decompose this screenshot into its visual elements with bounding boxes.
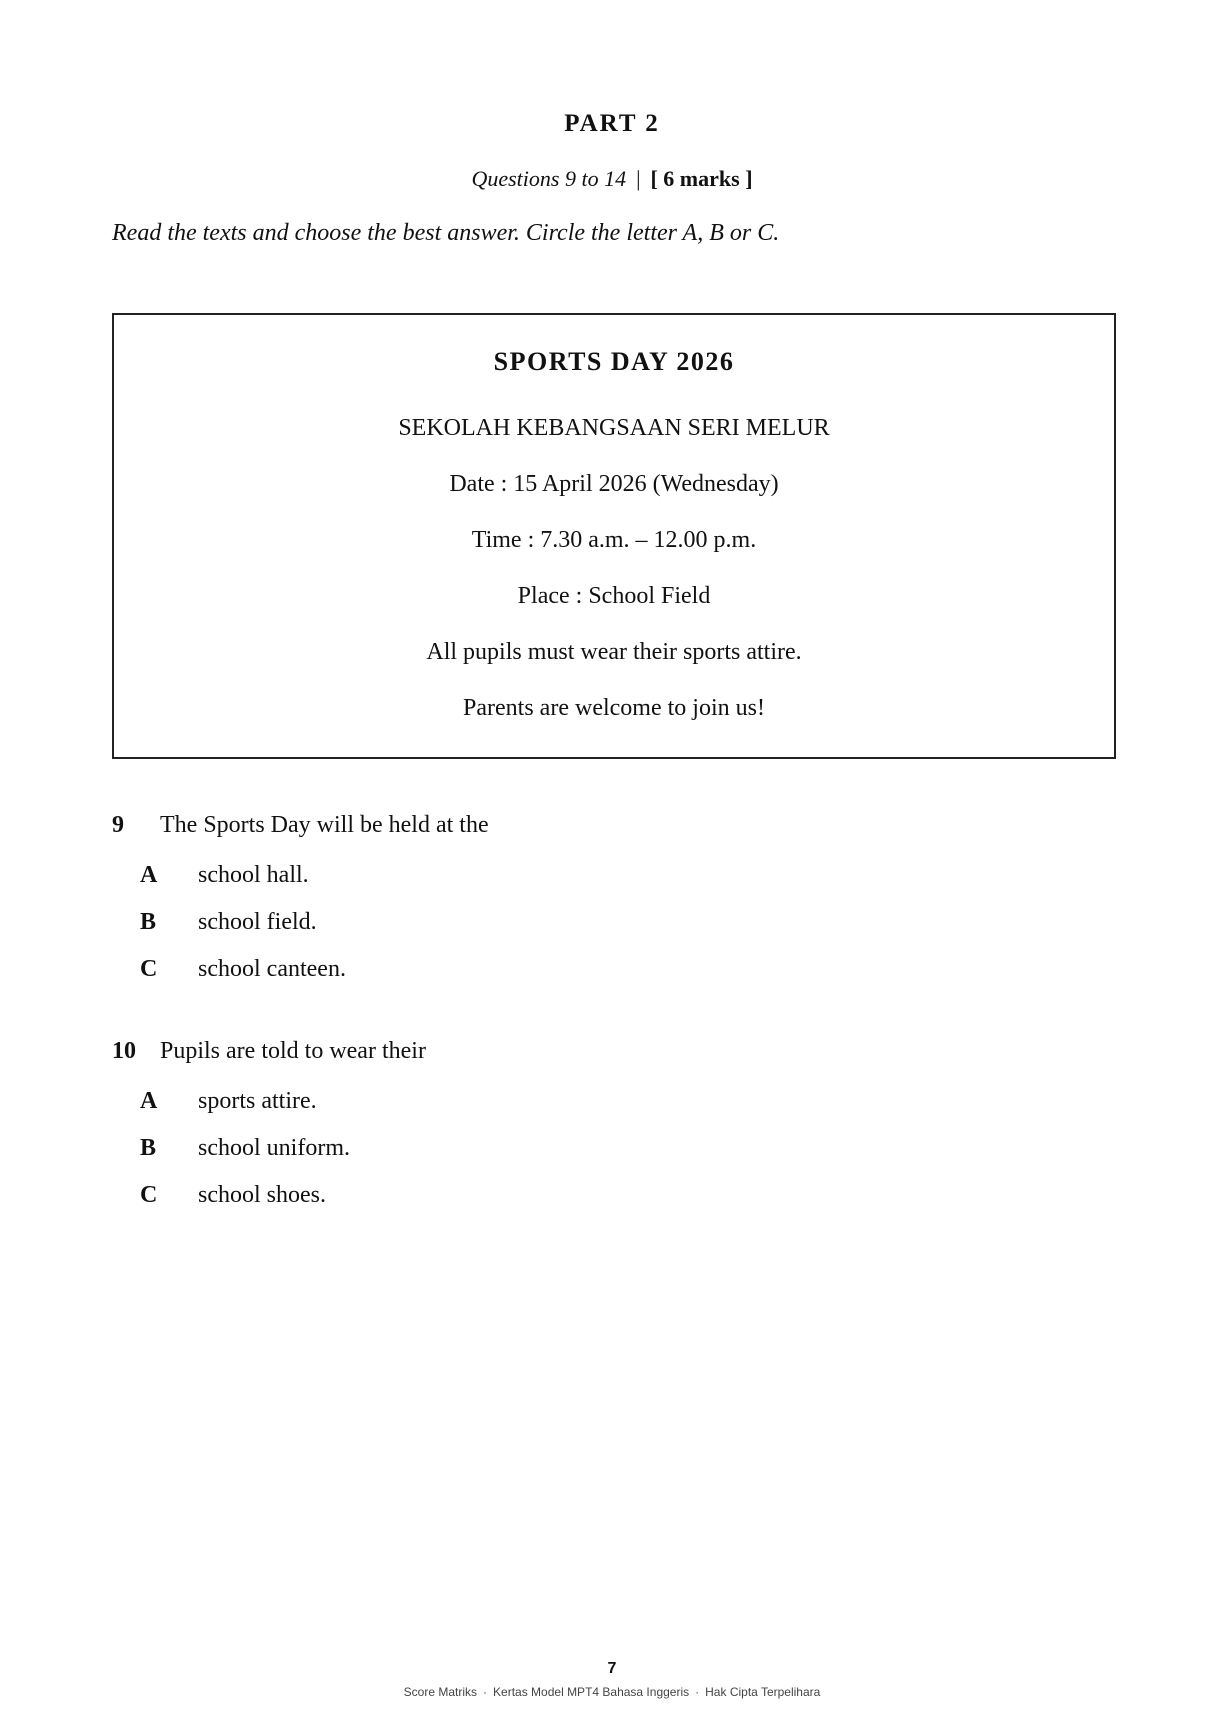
option-letter: A <box>140 1088 158 1114</box>
notice-date: Date : 15 April 2026 (Wednesday) <box>449 471 779 497</box>
part-title: PART 2 <box>564 110 660 137</box>
option-letter: B <box>140 909 157 935</box>
question-stem: The Sports Day will be held at the <box>160 812 489 838</box>
option-text: sports attire. <box>198 1088 317 1114</box>
option-text: school field. <box>198 909 317 935</box>
option-letter: A <box>140 862 158 888</box>
question-10 <box>112 1038 426 1065</box>
q10-option-b[interactable] <box>140 1135 350 1162</box>
footer-publisher: Score Matriks <box>403 1685 478 1699</box>
notice-school: SEKOLAH KEBANGSAAN SERI MELUR <box>398 415 830 441</box>
option-letter: C <box>140 956 158 982</box>
question-9 <box>112 812 489 839</box>
questions-range-line <box>0 166 1224 192</box>
notice-time: Time : 7.30 a.m. – 12.00 p.m. <box>471 527 757 553</box>
questions-range: Questions 9 to 14 <box>471 166 627 191</box>
notice-title: SPORTS DAY 2026 <box>493 347 735 376</box>
question-stem: Pupils are told to wear their <box>160 1038 426 1064</box>
range-separator: | <box>636 166 641 191</box>
option-text: school shoes. <box>198 1182 326 1208</box>
notice-parents: Parents are welcome to join us! <box>463 695 765 721</box>
sports-day-notice <box>112 313 1116 759</box>
notice-attire: All pupils must wear their sports attire. <box>426 639 802 665</box>
question-number: 9 <box>112 812 124 838</box>
q10-option-c[interactable] <box>140 1182 326 1209</box>
notice-place: Place : School Field <box>517 583 711 609</box>
q9-option-c[interactable] <box>140 956 346 983</box>
option-text: school uniform. <box>198 1135 350 1161</box>
option-letter: B <box>140 1135 157 1161</box>
option-text: school hall. <box>198 862 309 888</box>
question-number: 10 <box>112 1038 136 1064</box>
q9-option-b[interactable] <box>140 909 317 936</box>
footer-separator: · <box>483 1685 488 1699</box>
q10-option-a[interactable] <box>140 1088 317 1115</box>
q9-option-a[interactable] <box>140 862 309 889</box>
footer-copyright: Hak Cipta Terpelihara <box>705 1685 821 1699</box>
footer-paper: Kertas Model MPT4 Bahasa Inggeris <box>493 1685 690 1699</box>
footer-credits <box>0 1685 1224 1699</box>
instruction-text: Read the texts and choose the best answer. Circle the letter A, B or C. <box>112 220 780 246</box>
footer-separator: · <box>695 1685 700 1699</box>
page-number: 7 <box>607 1660 617 1677</box>
option-text: school canteen. <box>198 956 346 982</box>
option-letter: C <box>140 1182 158 1208</box>
marks-label: [ 6 marks ] <box>650 166 753 191</box>
